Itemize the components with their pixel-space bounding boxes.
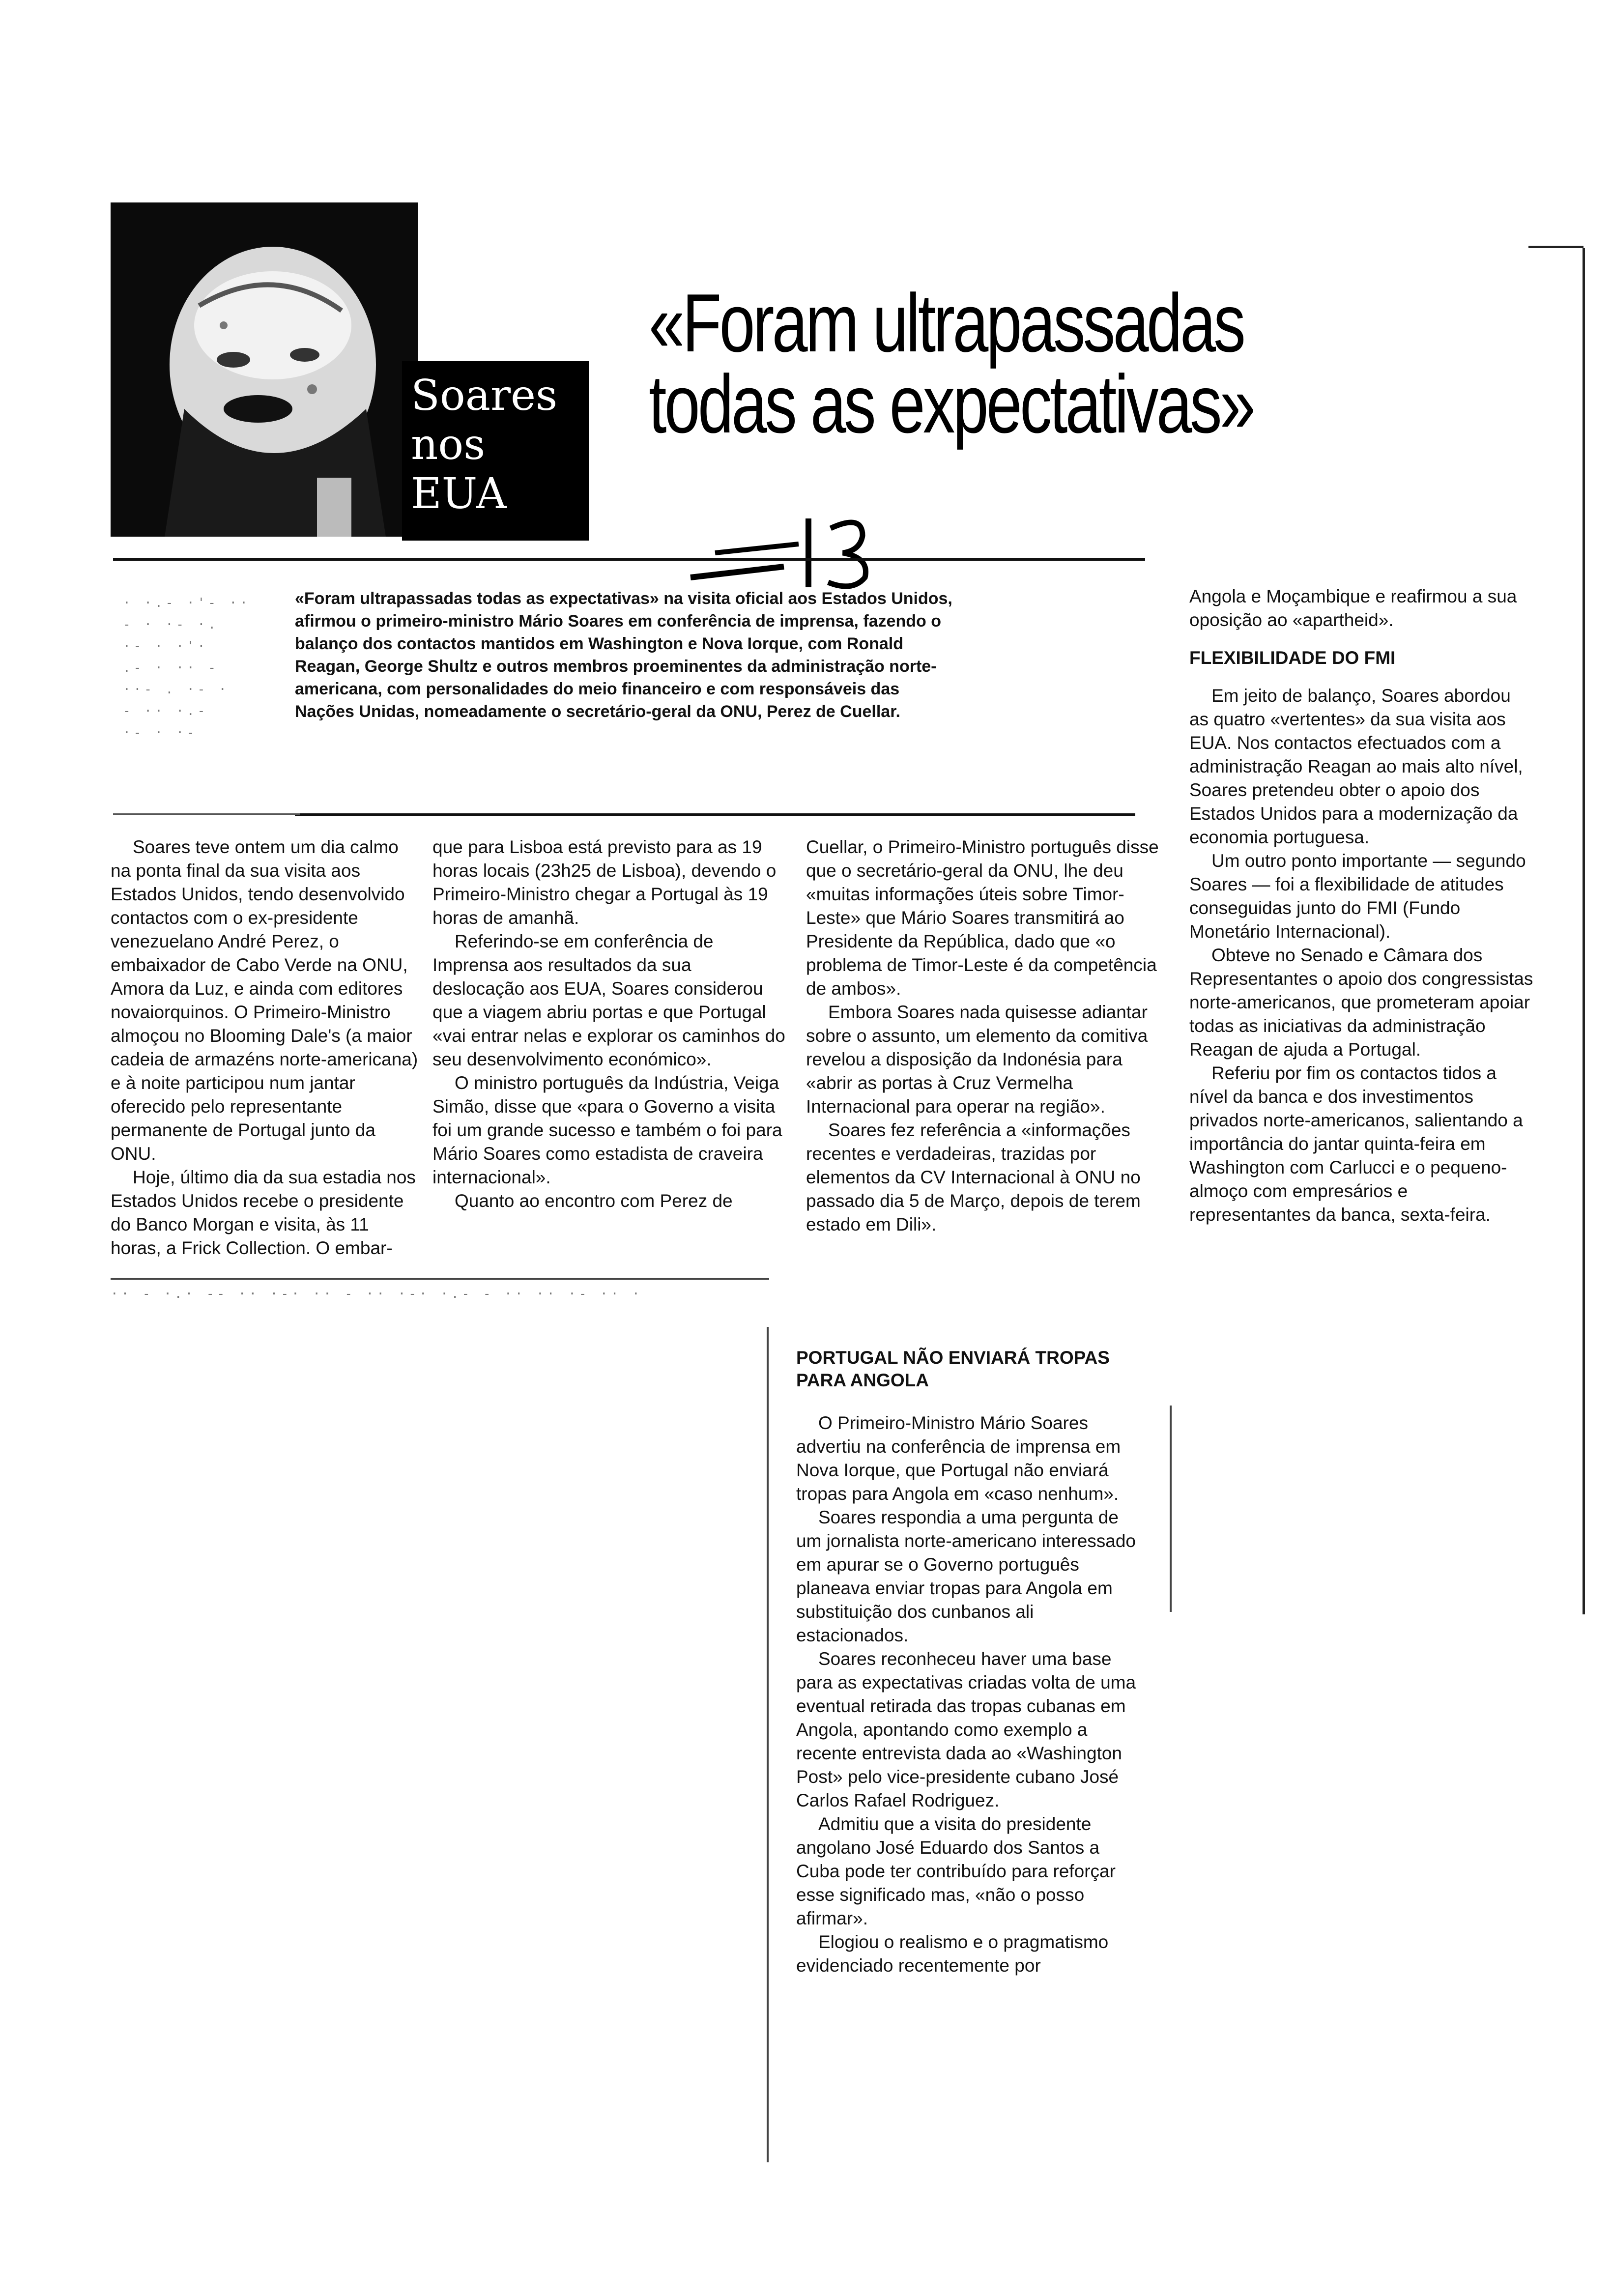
section-kicker	[402, 361, 589, 541]
col2-paragraph-2: Referindo-se em conferência de Imprensa aos resultados da sua deslocação aos EUA, Soares considerou que a viagem abriu portas e que Portugal «vai entrar nelas e explorar os caminhos do seu desenvolvimento económico».	[432, 931, 785, 1069]
body-column-1	[111, 835, 423, 1260]
kicker-line-3: EUA	[411, 469, 507, 518]
lead-bottom-rule-left	[113, 813, 300, 815]
col4-bottom-divider	[1170, 1406, 1172, 1612]
headline-line-2: todas as expectativas»	[649, 358, 1254, 450]
body-column-4	[1189, 585, 1533, 1227]
portrait-image	[111, 202, 418, 537]
headline	[649, 277, 1300, 450]
lower-column-left-line	[767, 1327, 769, 2162]
bottom-bleed-noise: ·· - ·.· -- ·· ·-· ·· - ·· ·-· ·.- - ·· ·· ·- ·· ·	[111, 1287, 643, 1301]
kicker-line-2: nos	[411, 420, 486, 469]
fmi-subhead: FLEXIBILIDADE DO FMI	[1189, 648, 1396, 668]
handwritten-mark	[686, 509, 892, 592]
col4-paragraph-3: Um outro ponto importante — segundo Soares — foi a flexibilidade de atitudes conseguidas junto do FMI (Fundo Monetário Internacional).	[1189, 851, 1526, 942]
body-column-2	[432, 835, 786, 1213]
angola-paragraph-1: O Primeiro-Ministro Mário Soares advertiu na conferência de imprensa em Nova Iorque, que Portugal não enviará tropas para Angola em «caso nenhum».	[796, 1413, 1121, 1504]
right-frame-top	[1528, 246, 1583, 248]
angola-paragraph-4: Admitiu que a visita do presidente angolano José Eduardo dos Santos a Cuba pode ter contribuído para reforçar esse significado mas, «não o posso afirmar».	[796, 1814, 1116, 1928]
body-column-3	[806, 835, 1160, 1236]
kicker-line-1: Soares	[411, 371, 558, 420]
angola-paragraph-2: Soares respondia a uma pergunta de um jornalista norte-americano interessado em apurar se o Governo português planeava enviar tropas para Angola em substituição dos cunbanos ali estacionados.	[796, 1507, 1136, 1645]
top-rule	[113, 558, 1145, 561]
col2-paragraph-1: que para Lisboa está previsto para as 19 horas locais (23h25 de Lisboa), devendo o Primeiro-Ministro chegar a Portugal às 19 horas de amanhã.	[432, 837, 777, 928]
right-frame-line	[1583, 248, 1585, 1614]
col4-paragraph-1: Angola e Moçambique e reafirmou a sua oposição ao «apartheid».	[1189, 586, 1517, 630]
col3-paragraph-2: Embora Soares nada quisesse adiantar sobre o assunto, um elemento da comitiva revelou a disposição da Indonésia para «abrir as portas à Cruz Vermelha Internacional para operar na região».	[806, 1002, 1148, 1117]
lead-paragraph: «Foram ultrapassadas todas as expectativas» na visita oficial aos Estados Unidos, afirmou o primeiro-ministro Mário Soares em conferência de imprensa, fazendo o balanço dos contactos mantidos em Washington e Nova Iorque, com Ronald Reagan, George Shultz e outros membros proeminentes da administração norte-americana, com personalidades do meio financeiro e com responsáveis das Nações Unidas, nomeadamente o secretário-geral da ONU, Perez de Cuellar.	[295, 589, 952, 721]
headline-line-1: «Foram ultrapassadas	[649, 277, 1244, 369]
columns-bottom-rule	[111, 1278, 769, 1280]
col1-paragraph-1: Soares teve ontem um dia calmo na ponta final da sua visita aos Estados Unidos, tendo desenvolvido contactos com o ex-presidente venezuelano André Perez, o embaixador de Cabo Verde na ONU, Amora da Luz, e ainda com editores novaiorquinos. O Primeiro-Ministro almoçou no Blooming Dale's (a maior cadeia de armazéns norte-americana) e à noite participou num jantar oferecido pelo representante permanente de Portugal junto da ONU.	[111, 837, 418, 1164]
lead-bottom-rule	[295, 813, 1135, 816]
col4-paragraph-2: Em jeito de balanço, Soares abordou as quatro «vertentes» da sua visita aos EUA. Nos contactos efectuados com a administração Reagan ao mais alto nível, Soares pretendeu obter o apoio dos Estados Unidos para a modernização da economia portuguesa.	[1189, 686, 1523, 847]
handwritten-annotation	[686, 509, 892, 592]
col1-paragraph-2: Hoje, último dia da sua estadia nos Estados Unidos recebe o presidente do Banco Morgan e visita, às 11 horas, a Frick Collection. O embar-	[111, 1167, 416, 1258]
col4-paragraph-5: Referiu por fim os contactos tidos a nível da banca e dos investimentos privados norte-americanos, salientando a importância do jantar quinta-feira em Washington com Carlucci e o pequeno-almoço com empresários e representantes da banca, sexta-feira.	[1189, 1063, 1523, 1225]
col3-paragraph-1: Cuellar, o Primeiro-Ministro português disse que o secretário-geral da ONU, lhe deu «muitas informações úteis sobre Timor-Leste» que Mário Soares transmitirá ao Presidente da República, dado que «o problema de Timor-Leste é da competência de ambos».	[806, 837, 1159, 999]
bleed-through-noise: · ·.- ·'- ·· - · ·- ·. ·- · ·'· .- · ·· - ··- . ·- · - ·· ·.- ·- · ·-	[123, 596, 251, 740]
col2-paragraph-4: Quanto ao encontro com Perez de	[455, 1191, 733, 1211]
angola-paragraph-3: Soares reconheceu haver uma base para as expectativas criadas volta de uma eventual retirada das tropas cubanas em Angola, apontando como exemplo a recente entrevista dada ao «Washington Post» pelo vice-presidente cubano José Carlos Rafael Rodriguez.	[796, 1649, 1136, 1810]
angola-subhead: PORTUGAL NÃO ENVIARÁ TROPAS PARA ANGOLA	[796, 1348, 1110, 1390]
angola-paragraph-5: Elogiou o realismo e o pragmatismo evidenciado recentemente por	[796, 1932, 1109, 1976]
soares-photo	[111, 202, 418, 537]
col3-paragraph-3: Soares fez referência a «informações recentes e verdadeiras, trazidas por elementos da CV Internacional à ONU no passado dia 5 de Março, depois de terem estado em Dili».	[806, 1120, 1141, 1234]
col4-paragraph-4: Obteve no Senado e Câmara dos Representantes o apoio dos congressistas norte-americanos, que prometeram apoiar todas as iniciativas da administração Reagan de ajuda a Portugal.	[1189, 945, 1533, 1060]
angola-section	[796, 1347, 1148, 1978]
col2-paragraph-3: O ministro português da Indústria, Veiga Simão, disse que «para o Governo a visita foi um grande sucesso e também o foi para Mário Soares como estadista de craveira internacional».	[432, 1073, 782, 1187]
